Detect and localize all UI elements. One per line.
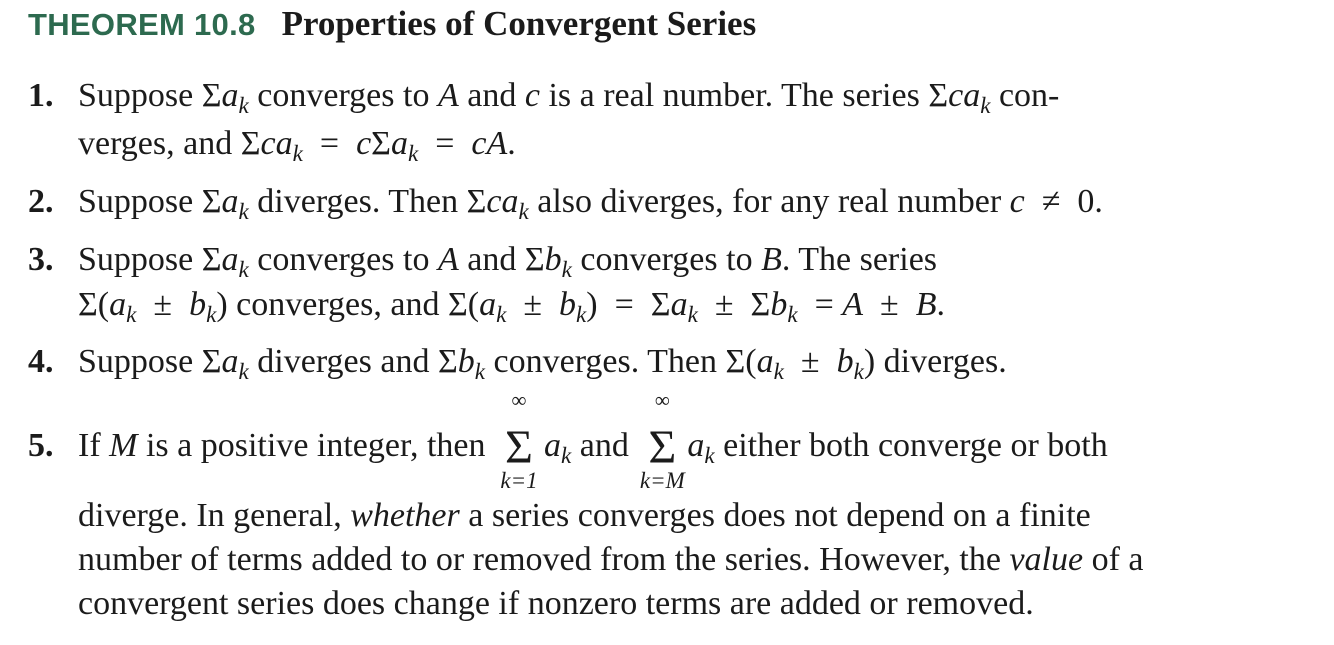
item-5-line-1: If M is a positive integer, then ∞ Σ k=1 $a_k$ and ∞ Σ k=M $a_k$ either both converge or both bbox=[78, 388, 1108, 494]
item-4-number: 4. bbox=[28, 343, 54, 380]
sum-k1-to-infinity: ∞ Σ k=1 bbox=[500, 388, 538, 494]
item-1-line-1: Suppose $\Sigma a_k$ converges to A and c is a real number. The series Σca$_k$ con- bbox=[78, 77, 1060, 120]
item-5-line-4: convergent series does change if nonzero terms are added or removed. bbox=[78, 585, 1034, 622]
item-2-number: 2. bbox=[28, 183, 54, 220]
item-3-line-1: Suppose $\Sigma a_k$ converges to A and $\Sigma b_k$ converges to B. The series bbox=[78, 241, 938, 284]
item-1-number: 1. bbox=[28, 77, 54, 114]
item-5-line-2: diverge. In general, whether a series converges does not depend on a finite bbox=[78, 497, 1091, 534]
theorem-header bbox=[28, 4, 756, 44]
sum-kM-to-infinity: ∞ Σ k=M bbox=[639, 388, 685, 494]
item-5-line-3: number of terms added to or removed from the series. However, the value of a bbox=[78, 541, 1144, 578]
theorem-label: THEOREM 10.8 bbox=[28, 7, 256, 42]
item-2-line-1: Suppose $\Sigma a_k$ diverges. Then Σca$_k$ also diverges, for any real number c ≠ 0. bbox=[78, 183, 1103, 226]
item-1-line-2: verges, and Σca$_k$ = cΣa$_k$ = cA. bbox=[78, 125, 516, 168]
theorem-title: Properties of Convergent Series bbox=[281, 4, 757, 43]
item-3-line-2: $\Sigma(a_k \pm b_k)$ converges, and $\Sigma(a_k \pm b_k) = \Sigma a_k \pm \Sigma b_k = A \pm B$. bbox=[78, 286, 945, 329]
item-3-number: 3. bbox=[28, 241, 54, 278]
item-4-line-1: Suppose $\Sigma a_k$ diverges and $\Sigma b_k$ converges. Then $\Sigma(a_k \pm b_k)$ diverges. bbox=[78, 343, 1007, 386]
item-5-number: 5. bbox=[28, 427, 54, 464]
